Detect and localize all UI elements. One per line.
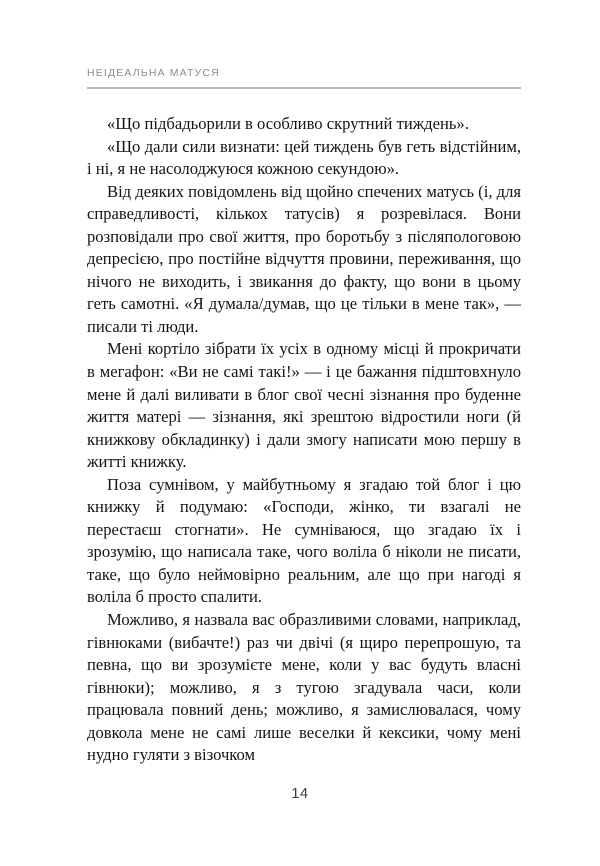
paragraph: Від деяких повідомлень від щойно спечених матусь (і, для справедливості, кількох татусів) я розревілася. Вони розповідали про свої життя, про боротьбу з післяпологовою депресією, про постійне відчуття провини, переживання, що нічого не виходить, і звикання до факту, що вони в цьому геть самотні. «Я думала/думав, що це тільки в мене так», — писали ті люди. [87, 181, 521, 336]
running-header [87, 66, 521, 89]
running-head-title: НЕІДЕАЛЬНА МАТУСЯ [87, 67, 220, 79]
running-head-divider [87, 87, 521, 89]
paragraph: «Що підбадьорили в особливо скрутний тиждень». [107, 114, 469, 133]
body-text-block [87, 113, 521, 767]
paragraph: Можливо, я назвала вас образливими словами, наприклад, гівнюками (вибачте!) раз чи двічі (я щиро перепрошую, та певна, що ви зрозумієте мене, коли у вас будуть власні гівнюки); можливо, я з тугою згадувала часи, коли працювала повний день; можливо, я замислювалася, чому довкола мене не самі лише веселки й кексики, чому мені нудно гуляти з візочком [87, 610, 521, 765]
paragraph: Мені кортіло зібрати їх усіх в одному місці й прокричати в мегафон: «Ви не самі такі!» — і це бажання підштовхнуло мене й далі виливати в блог свої чесні зізнання про буденне життя матері — зізнання, які зрештою відростили ноги (й книжкову обкладинку) і дали змогу написати мою першу в житті книжку. [87, 339, 521, 472]
paragraph: «Що дали сили визнати: цей тиждень був геть відстійним, і ні, я не насолоджуюся кожною секундою». [87, 136, 521, 179]
page-number: 14 [291, 786, 309, 802]
paragraph: Поза сумнівом, у майбутньому я згадаю той блог і цю книжку й подумаю: «Господи, жінко, ти взагалі не перестаєш стогнати». Не сумніваюся, що згадаю їх і зрозумію, що написала таке, чого воліла б ніколи не писати, таке, що було неймовірно реальним, але що при нагоді я воліла б просто спалити. [87, 474, 521, 607]
